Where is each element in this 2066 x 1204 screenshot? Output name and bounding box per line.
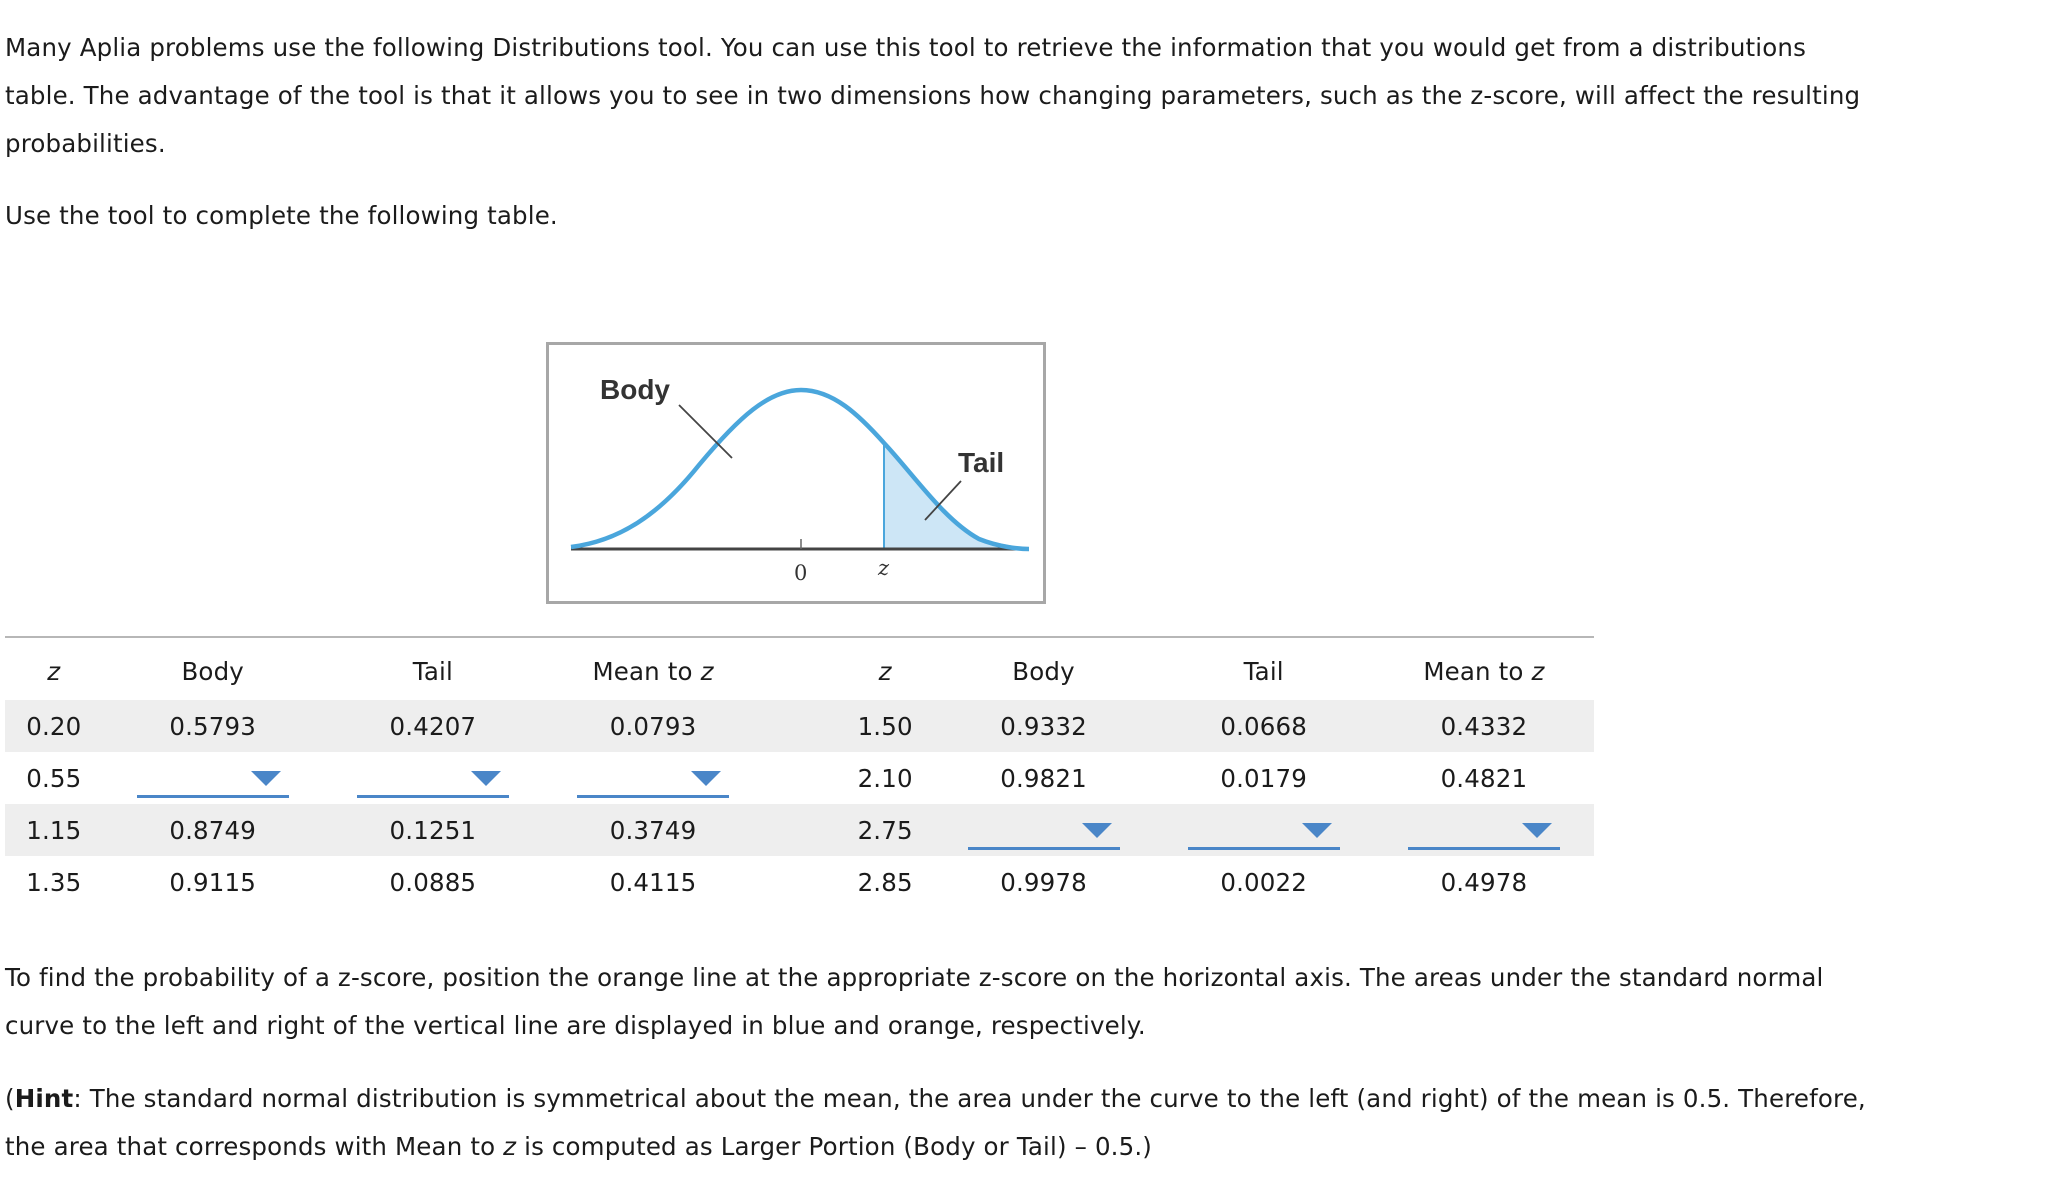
- mean-dropdown-2-75[interactable]: [1408, 811, 1560, 850]
- tail-value: 0.1251: [323, 804, 543, 856]
- tail-value: 0.0179: [1220, 763, 1308, 793]
- body-dropdown-2-75[interactable]: [968, 811, 1120, 850]
- chevron-down-icon: [1082, 823, 1112, 838]
- hint-label: Hint: [14, 1084, 74, 1113]
- z-value: 2.85: [857, 867, 913, 897]
- body-value: 0.9978: [1000, 867, 1087, 897]
- tail-value: 0.4207: [323, 700, 543, 752]
- table-row: [5, 700, 1594, 752]
- mean-value: 0.3749: [543, 804, 763, 856]
- mean-value: 0.4978: [1440, 867, 1528, 897]
- normal-curve-diagram: [549, 345, 1043, 601]
- body-value: 0.8749: [103, 804, 323, 856]
- chevron-down-icon: [691, 771, 721, 786]
- tail-value: 0.0668: [1154, 700, 1374, 752]
- header-body-right: Body: [1012, 656, 1075, 686]
- header-body-left: Body: [181, 656, 244, 686]
- body-value: 0.5793: [103, 700, 323, 752]
- tail-value: 0.0885: [389, 867, 477, 897]
- mean-value: 0.4332: [1374, 700, 1594, 752]
- z-value: 1.50: [837, 700, 934, 752]
- mean-dropdown-0-55[interactable]: [577, 759, 729, 798]
- header-z-left: z: [47, 656, 61, 686]
- chevron-down-icon: [1302, 823, 1332, 838]
- mean-value: 0.4115: [609, 867, 697, 897]
- instructions-paragraph: To find the probability of a z-score, position the orange line at the appropriate z-score on the horizontal axis. The areas under the standard normal curve to the left and right of the vertical line are displayed in blue and orange, respectively.: [5, 963, 1824, 1040]
- table-row: [5, 804, 1594, 856]
- zero-axis-label: 0: [794, 561, 808, 585]
- mean-value: 0.4821: [1440, 763, 1528, 793]
- tail-dropdown-2-75[interactable]: [1188, 811, 1340, 850]
- distribution-table: [5, 642, 1594, 908]
- tail-area: [884, 443, 1029, 549]
- chevron-down-icon: [251, 771, 281, 786]
- distribution-figure: [546, 342, 1046, 604]
- header-mean-left: Mean to z: [592, 656, 714, 686]
- z-value: 1.15: [5, 804, 103, 856]
- tail-dropdown-0-55[interactable]: [357, 759, 509, 798]
- z-value: 0.20: [5, 700, 103, 752]
- body-dropdown-0-55[interactable]: [137, 759, 289, 798]
- z-value: 2.10: [857, 763, 913, 793]
- z-value: 0.55: [26, 763, 82, 793]
- table-row: [5, 752, 1594, 804]
- z-value: 1.35: [26, 867, 82, 897]
- header-tail-left: Tail: [412, 656, 453, 686]
- intro-paragraph: Many Aplia problems use the following Distributions tool. You can use this tool to retrieve the information that you would get from a distributions table. The advantage of the tool is that it allows you to see in two dimensions how changing parameters, such as the z-score, will affect the resulting probabilities.: [5, 33, 1861, 158]
- header-z-right: z: [878, 656, 892, 686]
- body-value: 0.9115: [169, 867, 257, 897]
- header-tail-right: Tail: [1243, 656, 1284, 686]
- table-top-rule: [5, 636, 1594, 638]
- instruction-paragraph: Use the tool to complete the following table.: [5, 201, 558, 230]
- mean-value: 0.0793: [543, 700, 763, 752]
- table-row: [5, 856, 1594, 908]
- z-value: 2.75: [837, 804, 934, 856]
- z-axis-label: z: [878, 556, 890, 580]
- header-mean-right: Mean to z: [1423, 656, 1545, 686]
- tail-label: Tail: [958, 447, 1005, 478]
- hint-paragraph: (Hint: The standard normal distribution is symmetrical about the mean, the area under the curve to the left (and right) of the mean is 0.5. Therefore, the area that corresponds with Mean to z is computed as Larger Portion (Body or Tail) – 0.5.): [5, 1084, 1866, 1161]
- table-header-row: [5, 642, 1594, 700]
- chevron-down-icon: [1522, 823, 1552, 838]
- body-value: 0.9821: [1000, 763, 1087, 793]
- body-value: 0.9332: [933, 700, 1153, 752]
- body-callout-line: [679, 405, 732, 458]
- body-label: Body: [600, 374, 670, 405]
- tail-value: 0.0022: [1220, 867, 1308, 897]
- chevron-down-icon: [471, 771, 501, 786]
